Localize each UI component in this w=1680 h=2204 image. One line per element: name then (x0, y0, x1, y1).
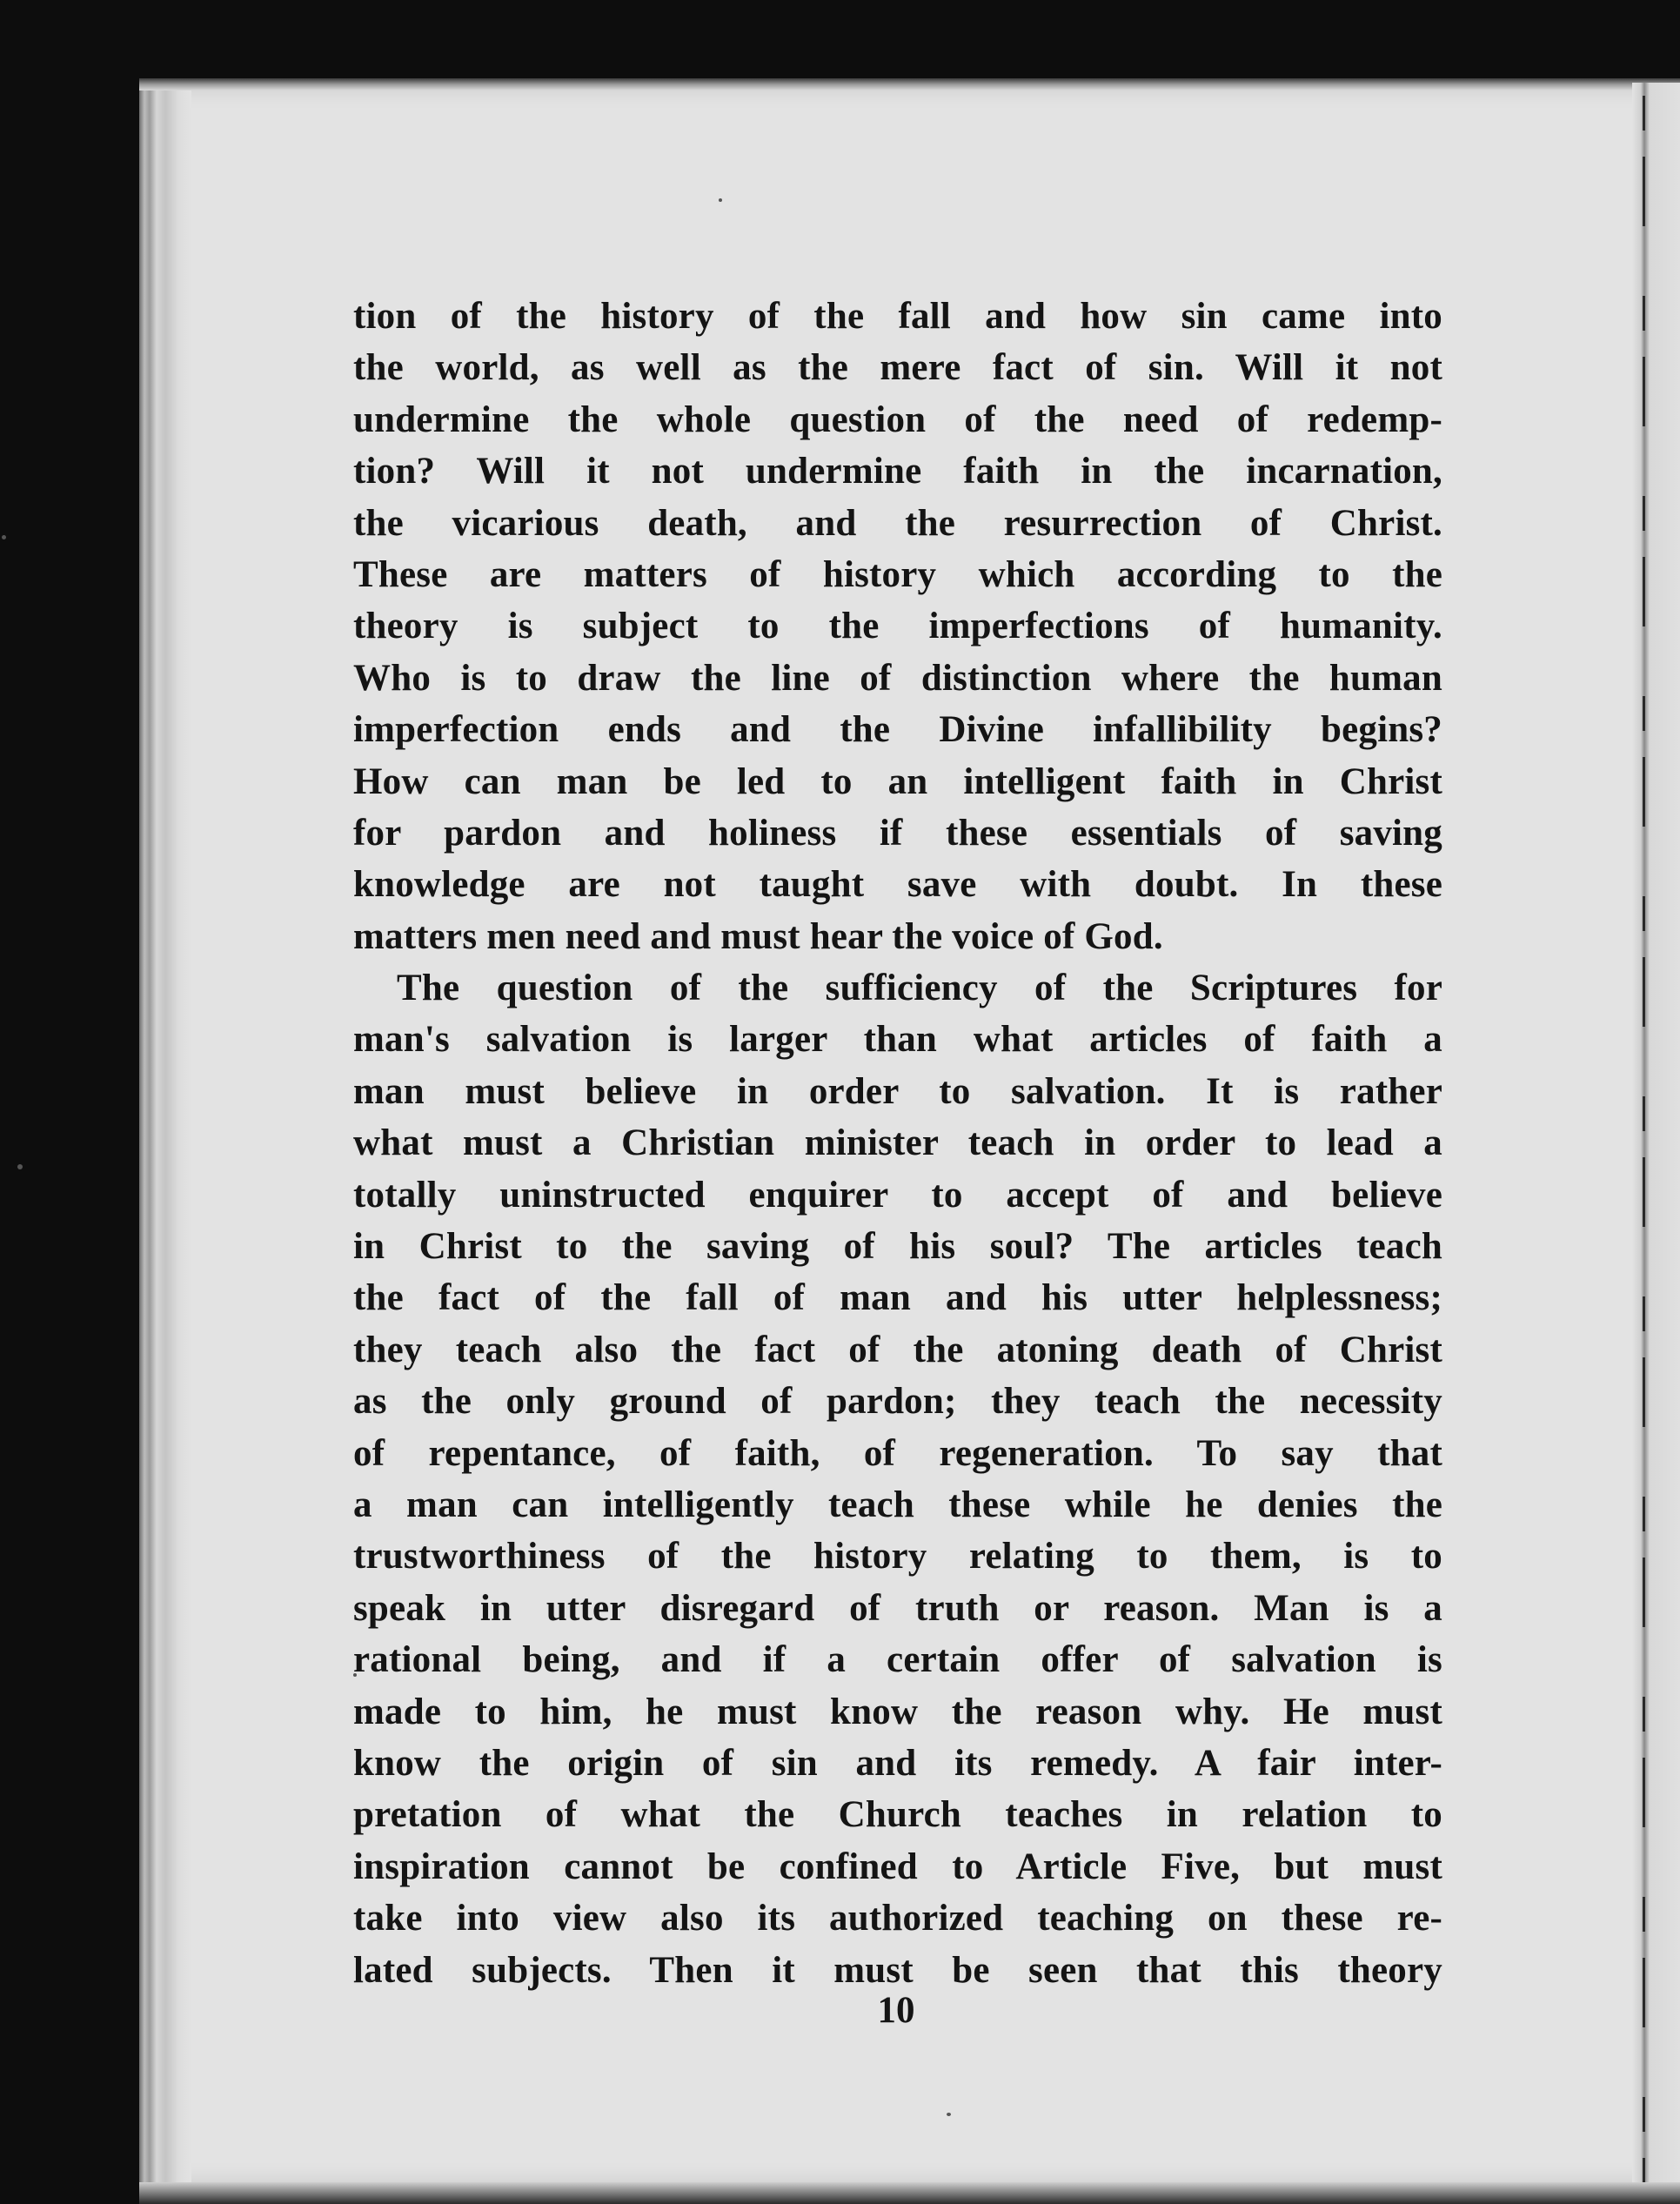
text-line: lated subjects. Then it must be seen that this theory (353, 1949, 1442, 1991)
text-line: take into view also its authorized teaching on these re- (353, 1898, 1442, 1939)
text-line: matters men need and must hear the voice of God. (353, 915, 1163, 957)
paragraph-start-line: The question of the sufficiency of the Scriptures for (397, 968, 1442, 1009)
page-right-edge (1632, 83, 1680, 2188)
text-line: rational being, and if a certain offer of salvation is (353, 1639, 1442, 1681)
text-line: pretation of what the Church teaches in relation to (353, 1794, 1442, 1836)
text-line: inspiration cannot be confined to Article Five, but must (353, 1846, 1442, 1887)
text-line: made to him, he must know the reason why. He must (353, 1691, 1442, 1732)
text-line: what must a Christian minister teach in order to lead a (353, 1122, 1442, 1164)
text-line: as the only ground of pardon; they teach the necessity (353, 1381, 1442, 1423)
text-line: the world, as well as the mere fact of sin. Will it not (353, 347, 1442, 389)
text-line: tion of the history of the fall and how sin came into (353, 296, 1442, 337)
text-line: Who is to draw the line of distinction where the human (353, 657, 1442, 699)
scan-speck (2, 535, 6, 539)
page-top-edge (139, 78, 1680, 90)
page-bottom-edge (139, 2182, 1680, 2204)
text-line: the fact of the fall of man and his utter helplessness; (353, 1277, 1442, 1319)
text-line: These are matters of history which according to the (353, 553, 1442, 595)
scan-speck (17, 1164, 23, 1169)
scan-speck (947, 2113, 951, 2116)
text-line: knowledge are not taught save with doubt. In these (353, 864, 1442, 906)
text-line: How can man be led to an intelligent faith in Christ (353, 760, 1442, 802)
text-line: the vicarious death, and the resurrection of Christ. (353, 502, 1442, 544)
text-line: in Christ to the saving of his soul? The articles teach (353, 1226, 1442, 1268)
page-right-rule (1643, 96, 1645, 2184)
text-line: man must believe in order to salvation. It is rather (353, 1070, 1442, 1112)
text-line: man's salvation is larger than what articles of faith a (353, 1019, 1442, 1061)
text-line: of repentance, of faith, of regeneration. To say that (353, 1432, 1442, 1474)
body-text (353, 291, 1442, 1996)
page-number: 10 (877, 1990, 915, 2031)
text-line: totally uninstructed enquirer to accept of and believe (353, 1174, 1442, 1216)
text-line: undermine the whole question of the need of redemp- (353, 399, 1442, 440)
text-line: know the origin of sin and its remedy. A fair inter- (353, 1742, 1442, 1784)
text-line: speak in utter disregard of truth or reason. Man is a (353, 1587, 1442, 1629)
page-gutter (139, 83, 191, 2188)
scan-speck (719, 198, 722, 202)
text-line: a man can intelligently teach these while he denies the (353, 1484, 1442, 1525)
text-line: they teach also the fact of the atoning death of Christ (353, 1329, 1442, 1370)
text-line: trustworthiness of the history relating to them, is to (353, 1536, 1442, 1578)
text-line: theory is subject to the imperfections of humanity. (353, 606, 1442, 647)
text-line: imperfection ends and the Divine infallibility begins? (353, 709, 1442, 751)
text-line: tion? Will it not undermine faith in the incarnation, (353, 451, 1442, 492)
text-line: for pardon and holiness if these essentials of saving (353, 812, 1442, 854)
